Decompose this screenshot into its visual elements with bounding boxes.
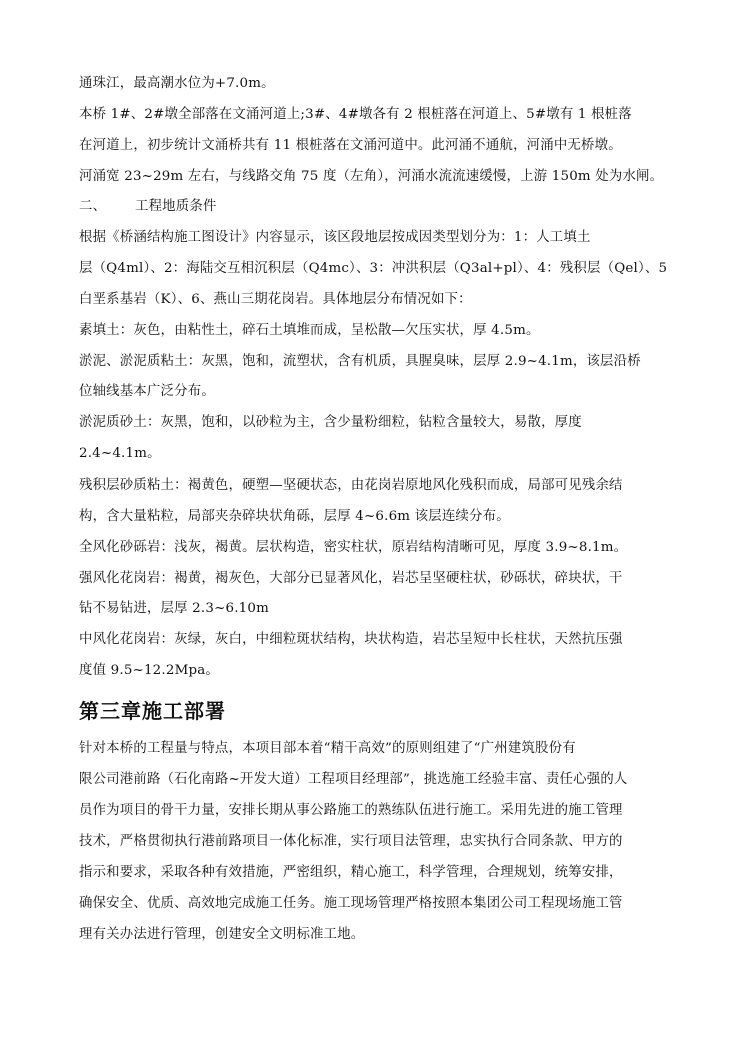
text-line: 指示和要求，采取各种有效措施，严密组织，精心施工，科学管理，合理规划，统筹安排，: [79, 865, 623, 880]
text-line: 通珠江，最高潮水位为+7.0m。: [79, 76, 275, 91]
text-line: 针对本桥的工程量与特点，本项目部本着“精干高效”的原则组建了“广州建筑股份有: [79, 741, 576, 756]
text-line: 限公司港前路（石化南路~开发大道）工程项目经理部”，挑选施工经验丰富、责任心强的人: [79, 772, 628, 787]
text-line: 根据《桥涵结构施工图设计》内容显示，该区段地层按成因类型划分为：1：人工填土: [79, 230, 591, 245]
text-line: 确保安全、优质、高效地完成施工任务。施工现场管理严格按照本集团公司工程现场施工管: [79, 896, 623, 911]
text-line: 钻不易钻进，层厚 2.3~6.10m: [79, 601, 270, 616]
text-line: 淤泥、淤泥质粘土：灰黑，饱和，流塑状，含有机质，具腥臭味，层厚 2.9~4.1m，该层沿桥: [79, 354, 641, 369]
text-line: 河涌宽 23~29m 左右，与线路交角 75 度（左角），河涌水流流速缓慢，上游 150m 处为水闸。: [79, 169, 664, 184]
section-heading: [79, 197, 217, 217]
text-line: 中风化花岗岩：灰绿，灰白，中细粒斑状结构，块状构造，岩芯呈短中长柱状，天然抗压强: [79, 632, 623, 647]
text-line: 技术，严格贯彻执行港前路项目一体化标准，实行项目法管理，忠实执行合同条款、甲方的: [79, 834, 623, 849]
text-line: 全风化砂砾岩：浅灰，褐黄。层状构造，密实柱状，原岩结构清晰可见，厚度 3.9~8.1m。: [79, 540, 628, 555]
text-line: 构，含大量粘粒，局部夹杂碎块状角砾，层厚 4~6.6m 该层连续分布。: [79, 509, 510, 524]
text-line: 在河道上，初步统计文涌桥共有 11 根桩落在文涌河道中。此河涌不通航，河涌中无桥墩。: [79, 138, 622, 153]
text-line: 员作为项目的骨干力量，安排长期从事公路施工的熟练队伍进行施工。采用先进的施工管理: [79, 803, 623, 818]
chapter-title: 第三章施工部署: [79, 699, 226, 723]
text-line: 强风化花岗岩：褐黄，褐灰色，大部分已显著风化，岩芯呈坚硬柱状，砂砾状，碎块状，干: [79, 571, 623, 586]
text-line: 残积层砂质粘土：褐黄色，硬塑—坚硬状态，由花岗岩原地风化残积而成，局部可见残余结: [79, 478, 623, 493]
text-line: 白垩系基岩（K）、6、燕山三期花岗岩。具体地层分布情况如下：: [79, 292, 472, 307]
text-line: 理有关办法进行管理，创建安全文明标准工地。: [79, 927, 365, 942]
text-line: 本桥 1#、2#墩全部落在文涌河道上;3#、4#墩各有 2 根桩落在河道上、5#墩有 1 根桩落: [79, 107, 632, 122]
text-line: 淤泥质砂土：灰黑，饱和，以砂粒为主，含少量粉细粒，钻粒含量较大，易散，厚度: [79, 415, 582, 430]
text-line: 层（Q4ml）、2：海陆交互相沉积层（Q4mc）、3：冲洪积层（Q3al+pl）、4：残积层（Qel）、5: [79, 261, 668, 276]
section-number: 二、: [79, 199, 107, 214]
text-line: 素填土：灰色，由粘性土，碎石土填堆而成，呈松散—欠压实状，厚 4.5m。: [79, 323, 540, 338]
text-line: 2.4~4.1m。: [79, 446, 161, 461]
text-line: 位轴线基本广泛分布。: [79, 384, 215, 399]
section-title: 工程地质条件: [135, 199, 217, 214]
text-line: 度值 9.5~12.2Mpa。: [79, 663, 220, 678]
